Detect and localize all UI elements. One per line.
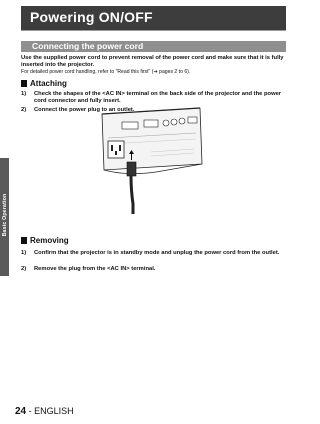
step-text: Check the shapes of the <AC IN> terminal on the back side of the projector and the power cord connector and fully insert. bbox=[34, 91, 282, 104]
square-bullet-icon bbox=[21, 80, 27, 87]
page-title-bar bbox=[21, 6, 286, 31]
step-text: Connect the power plug to an outlet. bbox=[34, 107, 135, 113]
page-number: 24 bbox=[15, 406, 27, 417]
removing-step-2 bbox=[21, 266, 286, 274]
page-title: Powering ON/OFF bbox=[30, 9, 153, 25]
side-tab bbox=[0, 158, 9, 276]
page-footer bbox=[15, 406, 74, 417]
section-title: Connecting the power cord bbox=[32, 41, 144, 51]
step-text: Confirm that the projector is in standby mode and unplug the power cord from the outlet. bbox=[34, 250, 280, 256]
reference-text: For detailed power cord handling, refer to "Read this first" (➜ pages 2 to 6). bbox=[21, 69, 191, 75]
attaching-step-1 bbox=[21, 91, 286, 105]
footer-language: - ENGLISH bbox=[26, 406, 74, 416]
side-tab-label: Basic Operation bbox=[2, 193, 8, 237]
intro-text: Use the supplied power cord to prevent removal of the power cord and make sure that it is fully inserted into the projector. bbox=[21, 55, 284, 68]
attaching-heading bbox=[21, 79, 67, 88]
step-number: 2) bbox=[21, 266, 27, 272]
section-title-bar bbox=[21, 41, 286, 52]
removing-heading bbox=[21, 236, 69, 245]
removing-heading-label: Removing bbox=[30, 236, 69, 245]
removing-step-1 bbox=[21, 250, 286, 264]
step-text: Remove the plug from the <AC IN> terminal. bbox=[34, 266, 156, 272]
projector-power-illustration bbox=[96, 104, 206, 214]
attaching-heading-label: Attaching bbox=[30, 79, 67, 88]
step-number: 2) bbox=[21, 107, 27, 113]
step-number: 1) bbox=[21, 91, 27, 97]
step-number: 1) bbox=[21, 250, 27, 256]
square-bullet-icon bbox=[21, 237, 27, 244]
